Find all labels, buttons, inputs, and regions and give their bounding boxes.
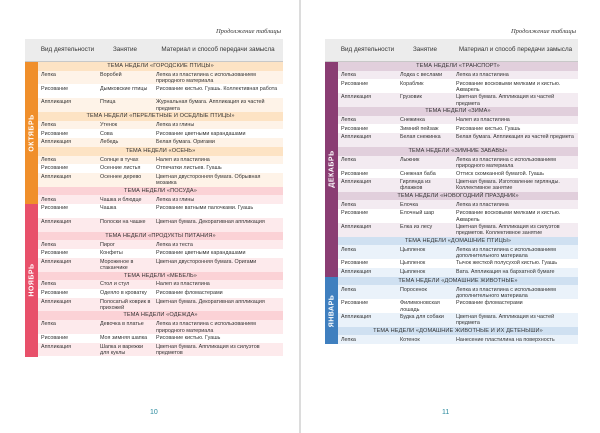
- activity-type-cell: Рисование: [341, 170, 369, 177]
- activity-type-cell: Лепка: [341, 71, 356, 78]
- header-lesson: Занятие: [412, 46, 438, 54]
- lesson-cell: Сова: [100, 130, 113, 137]
- week-theme-title: ТЕМА НЕДЕЛИ «МЕБЕЛЬ»: [38, 272, 283, 281]
- activity-type-cell: Аппликация: [341, 224, 372, 231]
- material-cell: Налеп из пластилина: [156, 156, 210, 163]
- activity-type-cell: Лепка: [41, 156, 56, 163]
- lesson-cell: Пирог: [100, 241, 115, 248]
- lesson-cell: Филимоновская лошадь: [400, 300, 440, 313]
- table-row: [338, 200, 578, 209]
- activity-type-cell: Лепка: [341, 201, 356, 208]
- activity-type-cell: Аппликация: [41, 99, 72, 106]
- table-row: [38, 249, 283, 258]
- lesson-cell: Белая снежинка: [400, 134, 441, 141]
- lesson-cell: Лебедь: [100, 139, 119, 146]
- month-band: [25, 62, 38, 204]
- table-row: [338, 178, 578, 192]
- material-cell: Лепка из пластилина с использованием дополнительного материала: [456, 286, 556, 299]
- activity-type-cell: Рисование: [341, 125, 369, 132]
- table-row: [338, 169, 578, 178]
- activity-type-cell: Рисование: [41, 85, 69, 92]
- table-rows: [38, 62, 283, 356]
- lesson-cell: Воробей: [100, 71, 122, 78]
- lesson-cell: Зимний пейзаж: [400, 125, 439, 132]
- activity-type-cell: Аппликация: [341, 134, 372, 141]
- header-activity-type: Вид деятельности: [40, 46, 95, 54]
- table-row: [38, 129, 283, 138]
- plan-table: [25, 39, 283, 356]
- lesson-cell: Полосатый коврик в прихожей: [100, 298, 151, 312]
- month-label: ОКТЯБРЬ: [28, 114, 35, 152]
- lesson-cell: Цыпленок: [400, 260, 426, 267]
- material-cell: Журнальная бумага. Аппликация из частей предмета: [156, 99, 265, 112]
- material-cell: Рисование кистью. Гуашь. Коллективная работа: [156, 85, 278, 92]
- table-row: [38, 280, 283, 289]
- table-row: [338, 335, 578, 344]
- lesson-cell: Елочный шар: [400, 210, 435, 217]
- month-sidebar: [325, 62, 338, 344]
- table-row: [38, 98, 283, 112]
- lesson-cell: Конфеты: [100, 250, 123, 257]
- month-sidebar: [25, 62, 38, 356]
- table-row: [338, 79, 578, 93]
- week-theme-title: ТЕМА НЕДЕЛИ «ЗИМА»: [338, 107, 578, 116]
- material-cell: Рисование ватными палочками. Гуашь: [156, 205, 254, 212]
- lesson-cell: Шапка и варежки для куклы: [100, 343, 144, 357]
- table-row: [38, 173, 283, 187]
- activity-type-cell: Рисование: [341, 260, 369, 267]
- lesson-cell: Одеяло в кроватку: [100, 290, 147, 297]
- activity-type-cell: Лепка: [341, 336, 356, 343]
- material-cell: Цветная бумага. Декоративная аппликация: [156, 219, 265, 226]
- week-theme-title: ТЕМА НЕДЕЛИ «ПРОДУКТЫ ПИТАНИЯ»: [38, 232, 283, 241]
- activity-type-cell: Лепка: [341, 116, 356, 123]
- lesson-cell: Девочка в платье: [100, 321, 144, 328]
- lesson-cell: Стол и стул: [100, 281, 130, 288]
- lesson-cell: Осенние листья: [100, 165, 141, 172]
- lesson-cell: Моя зимняя шапка: [100, 335, 148, 342]
- table-row: [38, 121, 283, 130]
- table-row: [38, 240, 283, 249]
- material-cell: Рисование цветными карандашами: [156, 250, 246, 257]
- week-theme-title: ТЕМА НЕДЕЛИ «ДОМАШНИЕ ЖИВОТНЫЕ»: [338, 277, 578, 286]
- material-cell: Цветная бумага. Аппликация из частей предмета: [456, 94, 555, 107]
- activity-type-cell: Рисование: [41, 130, 69, 137]
- table-row: [338, 313, 578, 327]
- activity-type-cell: Лепка: [41, 71, 56, 78]
- lesson-cell: Цыпленок: [400, 246, 426, 253]
- activity-type-cell: Рисование: [41, 335, 69, 342]
- lesson-cell: Цыпленок: [400, 269, 426, 276]
- lesson-cell: Чашка и блюдце: [100, 196, 142, 203]
- table-header: [25, 39, 283, 62]
- material-cell: Лепка из пластилина с использованием природного материала: [156, 71, 256, 85]
- page-number: 11: [442, 409, 450, 416]
- activity-type-cell: Аппликация: [41, 258, 72, 265]
- lesson-cell: Дымковские птицы: [100, 85, 148, 92]
- activity-type-cell: Аппликация: [341, 314, 372, 321]
- plan-table: [325, 39, 578, 344]
- week-theme-title: ТЕМА НЕДЕЛИ «ДОМАШНИЕ ЖИВОТНЫЕ И ИХ ДЕТЕНЫШИ»: [338, 327, 578, 336]
- material-cell: Лепка из глины: [156, 121, 195, 128]
- activity-type-cell: Рисование: [341, 300, 369, 307]
- activity-type-cell: Рисование: [41, 165, 69, 172]
- lesson-cell: Котенок: [400, 336, 420, 343]
- table-row: [38, 71, 283, 85]
- table-row: [338, 259, 578, 268]
- month-band: [25, 204, 38, 356]
- table-row: [338, 124, 578, 133]
- material-cell: Лепка из пластилина: [456, 71, 509, 78]
- material-cell: Лепка из теста: [156, 241, 193, 248]
- activity-type-cell: Рисование: [41, 290, 69, 297]
- lesson-cell: Лыжник: [400, 156, 420, 163]
- week-theme-title: ТЕМА НЕДЕЛИ «ТРАНСПОРТ»: [338, 62, 578, 71]
- table-row: [338, 223, 578, 237]
- lesson-cell: Лодка с веслами: [400, 71, 443, 78]
- material-cell: Рисование фломастерами: [156, 290, 223, 297]
- lesson-cell: Птица: [100, 99, 116, 106]
- material-cell: Цветная двусторонняя бумага. Оригами: [156, 258, 257, 265]
- material-cell: Лепка из пластилина с использованием дополнительного материала: [456, 246, 556, 259]
- activity-type-cell: Рисование: [341, 80, 369, 87]
- activity-type-cell: Аппликация: [41, 298, 72, 305]
- table-row: [338, 209, 578, 223]
- lesson-cell: Полоски на чашке: [100, 219, 146, 226]
- material-cell: Лепка из пластилина: [456, 201, 509, 208]
- table-row: [38, 204, 283, 218]
- material-cell: Лепка из пластилина с использованием природного материала: [156, 321, 256, 334]
- lesson-cell: Кораблик: [400, 80, 424, 87]
- lesson-cell: Солнце в тучах: [100, 156, 139, 163]
- activity-type-cell: Лепка: [41, 281, 56, 288]
- table-row: [38, 164, 283, 173]
- material-cell: Нанесение пластилина на поверхность: [456, 336, 555, 343]
- table-row: [38, 84, 283, 98]
- right-page: [301, 0, 600, 433]
- material-cell: Лепка из глины: [156, 196, 195, 203]
- lesson-cell: Грузовик: [400, 94, 422, 101]
- material-cell: Белая бумага. Аппликация из частей предмета: [456, 134, 574, 141]
- material-cell: Рисование кистью. Гуашь: [156, 335, 221, 342]
- table-row: [38, 343, 283, 357]
- activity-type-cell: Аппликация: [341, 94, 372, 101]
- table-row: [38, 138, 283, 147]
- table-row: [338, 285, 578, 299]
- lesson-cell: Утенок: [100, 121, 118, 128]
- table-header: [325, 39, 578, 62]
- week-theme-title: ТЕМА НЕДЕЛИ «НОВОГОДНИЙ ПРАЗДНИК»: [338, 192, 578, 201]
- week-theme-title: ТЕМА НЕДЕЛИ «ОСЕНЬ»: [38, 147, 283, 156]
- table-row: [38, 156, 283, 165]
- table-row: [38, 258, 283, 272]
- lesson-cell: Гирлянда из флажков: [400, 179, 431, 192]
- activity-type-cell: Лепка: [341, 156, 356, 163]
- header-lesson: Занятие: [112, 46, 138, 54]
- activity-type-cell: Аппликация: [41, 219, 72, 226]
- month-label: ДЕКАБРЬ: [328, 150, 335, 188]
- activity-type-cell: Аппликация: [41, 139, 72, 146]
- table-row: [338, 93, 578, 107]
- week-theme-title: ТЕМА НЕДЕЛИ «ПОСУДА»: [38, 187, 283, 196]
- activity-type-cell: Аппликация: [41, 174, 72, 181]
- activity-type-cell: Лепка: [41, 241, 56, 248]
- activity-type-cell: Лепка: [341, 286, 356, 293]
- lesson-cell: Снежная баба: [400, 170, 436, 177]
- activity-type-cell: Аппликация: [341, 269, 372, 276]
- activity-type-cell: Лепка: [41, 321, 56, 328]
- activity-type-cell: Лепка: [41, 121, 56, 128]
- material-cell: Белая бумага. Оригами: [156, 139, 215, 146]
- activity-type-cell: Рисование: [341, 210, 369, 217]
- page-number: 10: [150, 409, 158, 416]
- week-theme-title: ТЕМА НЕДЕЛИ «ПЕРЕЛЕТНЫЕ И ОСЕДЛЫЕ ПТИЦЫ»: [38, 112, 283, 121]
- material-cell: Цветная бумага. Изготовление гирлянды. Коллективное занятие: [456, 179, 560, 192]
- header-activity-type: Вид деятельности: [340, 46, 395, 54]
- week-theme-title: ТЕМА НЕДЕЛИ «ГОРОДСКИЕ ПТИЦЫ»: [38, 62, 283, 71]
- table-row: [338, 116, 578, 125]
- table-row: [38, 320, 283, 334]
- week-theme-title: ТЕМА НЕДЕЛИ «ЗИМНИЕ ЗАБАВЫ»: [338, 147, 578, 156]
- lesson-cell: Поросенок: [400, 286, 427, 293]
- continuation-note: Продолжение таблицы: [510, 28, 576, 35]
- activity-type-cell: Лепка: [41, 196, 56, 203]
- table-row: [38, 334, 283, 343]
- week-theme-title: ТЕМА НЕДЕЛИ «ОДЕЖДА»: [38, 311, 283, 320]
- table-row: [338, 133, 578, 147]
- month-label: ЯНВАРЬ: [328, 294, 335, 327]
- week-theme-title: ТЕМА НЕДЕЛИ «ДОМАШНИЕ ПТИЦЫ»: [338, 237, 578, 246]
- month-band: [325, 62, 338, 277]
- material-cell: Цветная бумага. Декоративная аппликация: [156, 298, 265, 305]
- table-row: [38, 289, 283, 298]
- continuation-note: Продолжение таблицы: [215, 28, 281, 35]
- material-cell: Цветная бумага. Аппликация из частей предмета: [456, 314, 555, 327]
- activity-type-cell: Рисование: [41, 250, 69, 257]
- activity-type-cell: Рисование: [41, 205, 69, 212]
- table-row: [338, 71, 578, 80]
- table-row: [338, 268, 578, 277]
- month-label: НОЯБРЬ: [28, 263, 35, 297]
- table-row: [338, 245, 578, 259]
- material-cell: Налеп из пластилина: [156, 281, 210, 288]
- material-cell: Вата. Аппликация на бархатной бумаге: [456, 269, 555, 276]
- lesson-cell: Осеннее дерево: [100, 174, 142, 181]
- left-page: [0, 0, 299, 433]
- header-material: Материал и способ передачи замысла: [161, 46, 275, 54]
- material-cell: Налеп из пластилина: [456, 116, 510, 123]
- activity-type-cell: Аппликация: [41, 343, 72, 350]
- material-cell: Отпечатки листьев. Гуашь: [156, 165, 222, 172]
- table-row: [338, 156, 578, 170]
- material-cell: Рисование фломастерами: [456, 300, 523, 307]
- material-cell: Лепка из пластилина с использованием природного материала: [456, 156, 556, 169]
- material-cell: Цветная бумага. Аппликация из силуэтов предметов: [156, 343, 260, 357]
- table-rows: [338, 62, 578, 344]
- material-cell: Рисование восковыми мелками и кистью. Акварель: [456, 210, 561, 223]
- lesson-cell: Будка для собаки: [400, 314, 444, 321]
- lesson-cell: Чашка: [100, 205, 117, 212]
- table-row: [38, 298, 283, 312]
- material-cell: Рисование восковыми мелками и кистью. Акварель: [456, 80, 561, 93]
- lesson-cell: Елочка: [400, 201, 418, 208]
- material-cell: Рисование цветными карандашами: [156, 130, 246, 137]
- header-material: Материал и способ передачи замысла: [458, 46, 573, 54]
- month-band: [325, 277, 338, 345]
- lesson-cell: Мороженое в стаканчике: [100, 258, 134, 272]
- table-row: [338, 299, 578, 313]
- activity-type-cell: Лепка: [341, 246, 356, 253]
- lesson-cell: Елка из лесу: [400, 224, 433, 231]
- lesson-cell: Снежинка: [400, 116, 425, 123]
- activity-type-cell: Аппликация: [341, 179, 372, 186]
- material-cell: Цветная двусторонняя бумага. Обрывная мозаика: [156, 174, 261, 187]
- material-cell: Цветная бумага. Аппликация из силуэтов предметов. Коллективное занятие: [456, 224, 560, 237]
- material-cell: Рисование кистью. Гуашь: [456, 125, 521, 132]
- material-cell: Оттиск скомканной бумагой. Гуашь: [456, 170, 544, 177]
- table-row: [38, 218, 283, 232]
- table-row: [38, 195, 283, 204]
- material-cell: Тычок жесткой полусухой кистью. Гуашь: [456, 260, 558, 267]
